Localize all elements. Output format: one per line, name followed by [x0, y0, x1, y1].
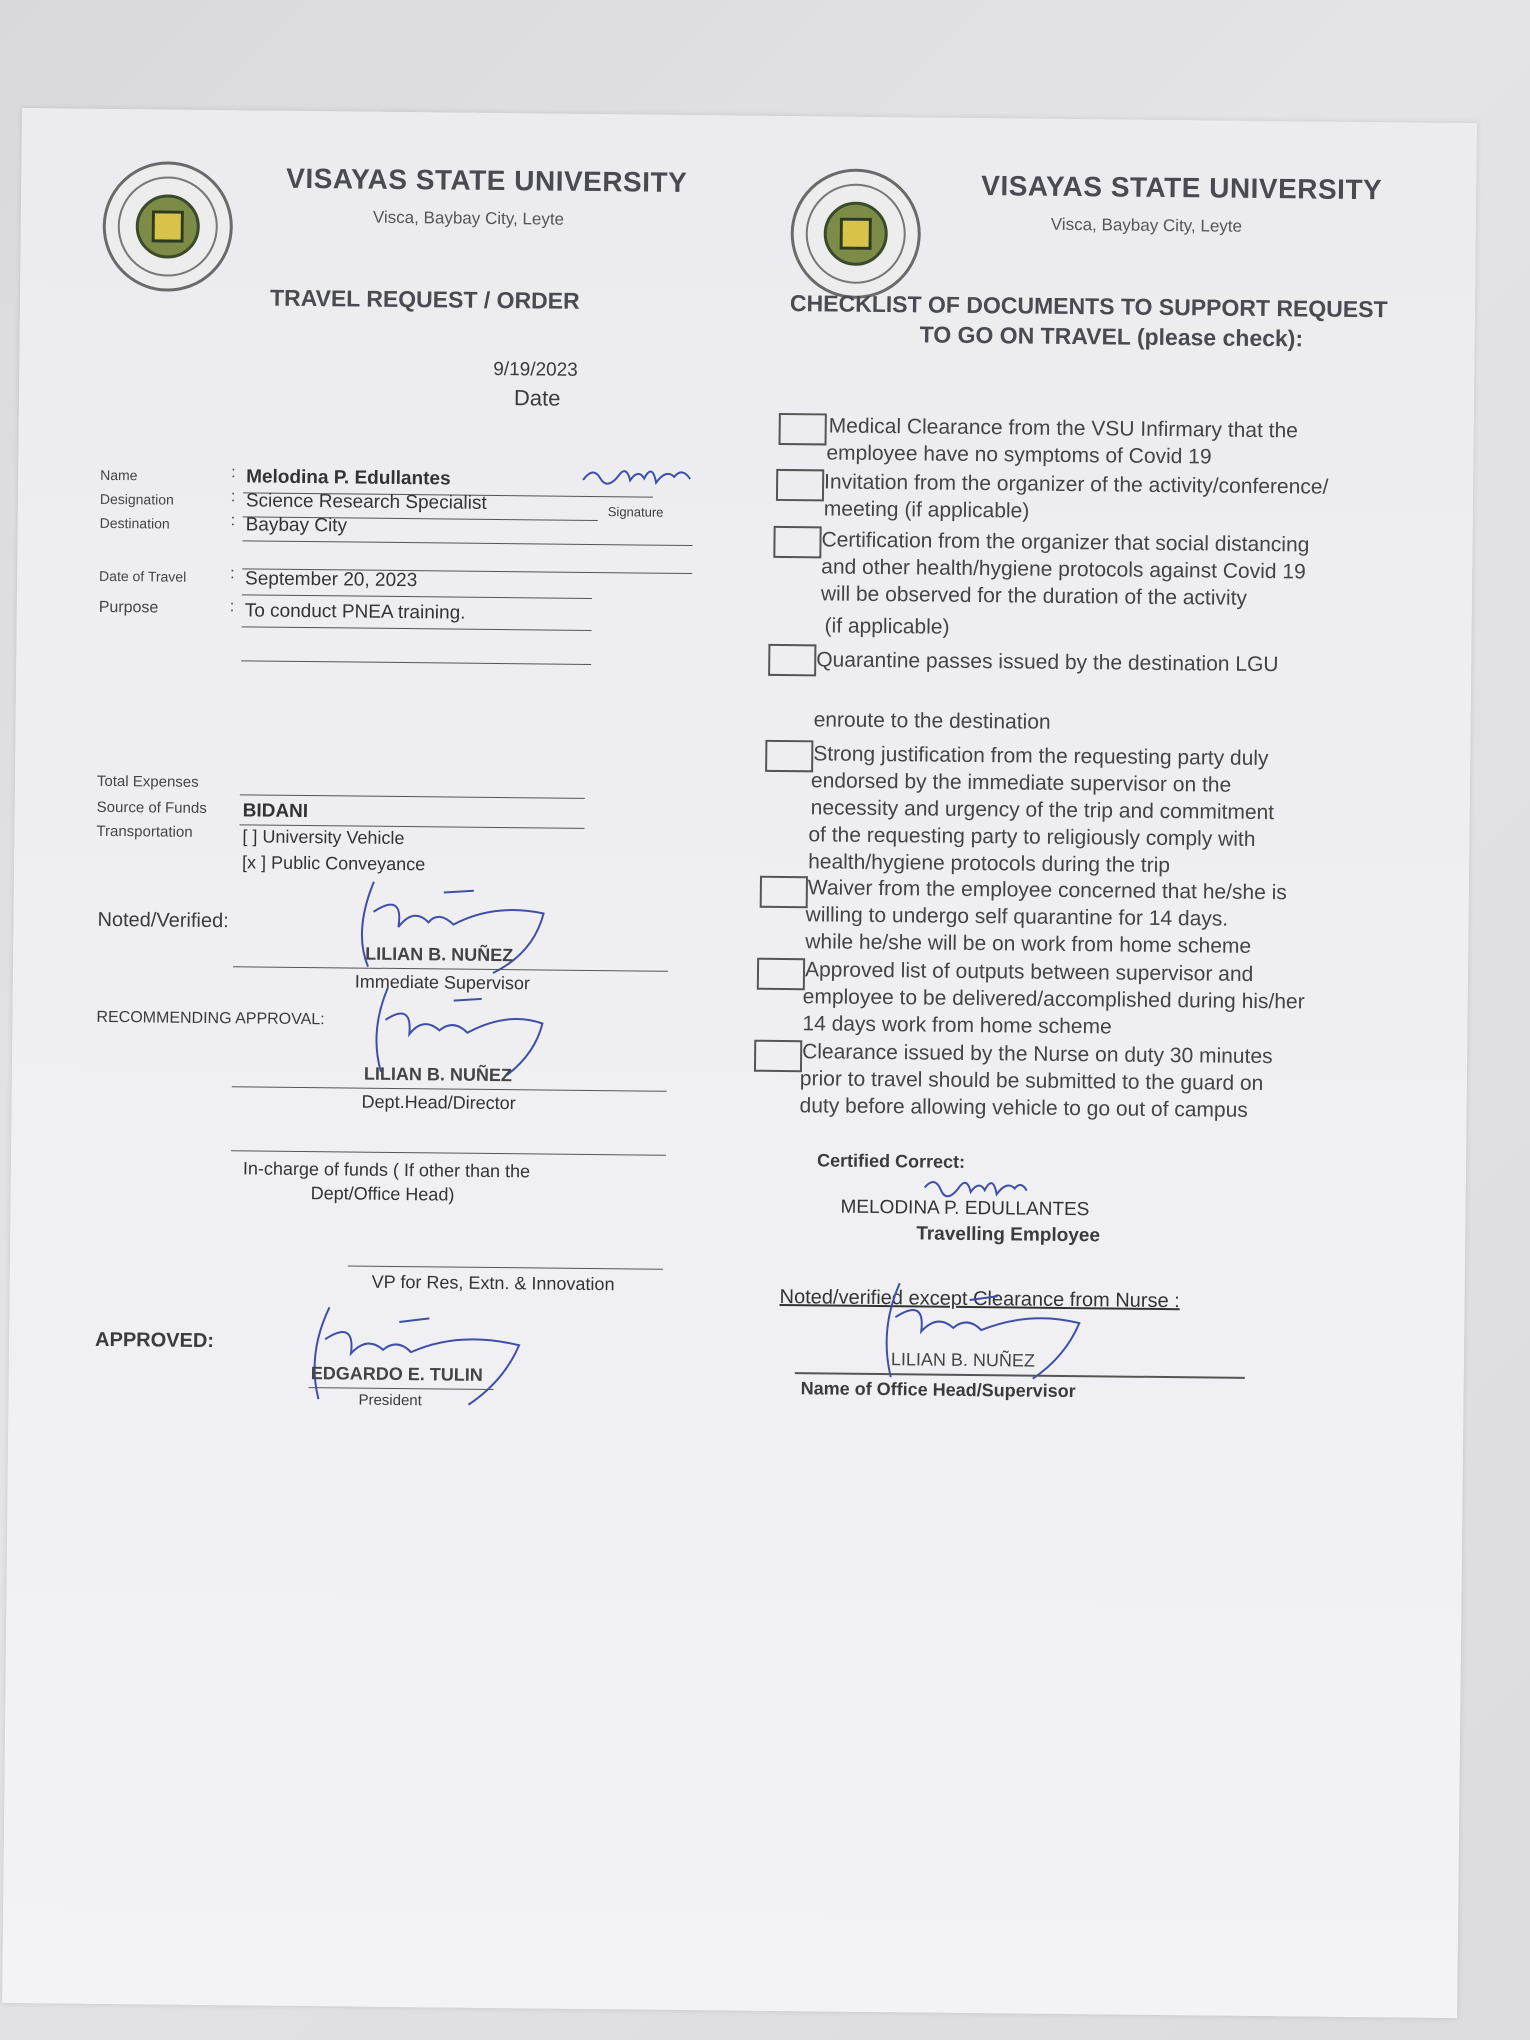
noted-signatory-role: Immediate Supervisor — [354, 971, 531, 994]
funds-incharge-role-line1: In-charge of funds ( If other than the — [242, 1158, 531, 1182]
name-value: Melodina P. Edullantes — [246, 466, 451, 490]
total-expenses-label: Total Expenses — [96, 772, 199, 791]
colon: : — [230, 488, 236, 506]
funds-incharge-role-line2: Dept/Office Head) — [310, 1183, 455, 1205]
checklist-checkbox-nurse-clearance[interactable] — [754, 1040, 802, 1073]
checklist-title-line2: TO GO ON TRAVEL (please check): — [919, 321, 1304, 352]
checklist-item-justification-line4: of the requesting party to religiously comply with — [808, 823, 1256, 851]
checklist-checkbox-strong-justification[interactable] — [765, 740, 813, 773]
checklist-item-waiver-line2: willing to undergo self quarantine for 14 days. — [805, 903, 1229, 931]
date-of-travel-label: Date of Travel — [99, 567, 187, 585]
date-of-travel-value: September 20, 2023 — [244, 568, 418, 592]
checklist-item-invitation-line1: Invitation from the organizer of the activity/conference/ — [824, 470, 1329, 499]
checklist-checkbox-invitation[interactable] — [776, 469, 824, 502]
noted-verified-label: Noted/Verified: — [97, 908, 229, 933]
checklist-item-certification-line1: Certification from the organizer that social distancing — [821, 528, 1310, 557]
source-of-funds-value: BIDANI — [242, 800, 309, 823]
university-seal-left — [102, 161, 233, 292]
request-date: 9/19/2023 — [493, 358, 578, 381]
checklist-item-quarantine-line2: enroute to the destination — [813, 708, 1051, 734]
purpose-label: Purpose — [98, 598, 159, 617]
colon: : — [229, 598, 235, 616]
transport-option-university-vehicle[interactable]: [ ] University Vehicle — [242, 826, 405, 849]
checklist-item-nurse-line2: prior to travel should be submitted to the guard on — [799, 1067, 1264, 1096]
checklist-item-justification-line3: necessity and urgency of the trip and commitment — [810, 796, 1275, 825]
checklist-item-nurse-line3: duty before allowing vehicle to go out of campus — [799, 1094, 1248, 1122]
checklist-item-certification-line4: (if applicable) — [824, 614, 950, 639]
office-head-name: LILIAN B. NUÑEZ — [890, 1349, 1036, 1371]
checklist-item-nurse-line1: Clearance issued by the Nurse on duty 30 minutes — [802, 1040, 1273, 1069]
colon: : — [230, 565, 235, 583]
checklist-checkbox-approved-outputs[interactable] — [757, 958, 805, 991]
president-role: President — [358, 1391, 422, 1410]
approved-label: APPROVED: — [94, 1328, 215, 1353]
designation-label: Designation — [99, 490, 174, 508]
university-address-right: Visca, Baybay City, Leyte — [1050, 214, 1243, 236]
president-name: EDGARDO E. TULIN — [310, 1363, 483, 1385]
university-seal-right — [790, 168, 921, 299]
university-name-left: VISAYAS STATE UNIVERSITY — [286, 162, 688, 198]
noted-except-nurse-label: Noted/verified except Clearance from Nurse : — [779, 1285, 1180, 1313]
recommending-signatory-role: Dept.Head/Director — [361, 1091, 516, 1114]
name-label: Name — [100, 466, 138, 484]
travelling-employee-role: Travelling Employee — [916, 1223, 1101, 1247]
university-name-right: VISAYAS STATE UNIVERSITY — [981, 170, 1383, 206]
checklist-checkbox-medical-clearance[interactable] — [779, 413, 827, 446]
source-of-funds-label: Source of Funds — [96, 798, 207, 817]
noted-signatory-name: LILIAN B. NUÑEZ — [365, 943, 514, 966]
signature-label: Signature — [607, 504, 664, 520]
employee-signature-mark — [578, 458, 698, 499]
travelling-employee-name: MELODINA P. EDULLANTES — [840, 1196, 1090, 1221]
checklist-item-invitation-line2: meeting (if applicable) — [823, 497, 1030, 523]
travel-request-form — [2, 108, 1477, 2018]
checklist-item-medical-line2: employee have no symptoms of Covid 19 — [826, 441, 1212, 469]
checklist-item-justification-line1: Strong justification from the requesting party duly — [813, 742, 1269, 771]
colon: : — [230, 512, 236, 530]
recommending-signatory-name: LILIAN B. NUÑEZ — [363, 1063, 513, 1086]
checklist-item-certification-line2: and other health/hygiene protocols against Covid 19 — [821, 555, 1306, 584]
checklist-checkbox-certification[interactable] — [773, 526, 821, 559]
checklist-item-waiver-line3: while he/she will be on work from home scheme — [805, 930, 1252, 958]
transport-option-public-conveyance[interactable]: [x ] Public Conveyance — [242, 852, 426, 875]
checklist-checkbox-quarantine-passes[interactable] — [768, 644, 816, 677]
checklist-item-outputs-line1: Approved list of outputs between supervisor and — [804, 958, 1254, 986]
university-address-left: Visca, Baybay City, Leyte — [372, 207, 565, 229]
transportation-label: Transportation — [96, 822, 193, 841]
recommending-approval-label: RECOMMENDING APPROVAL: — [96, 1008, 325, 1029]
vp-role: VP for Res, Extn. & Innovation — [371, 1271, 615, 1295]
checklist-title-line1: CHECKLIST OF DOCUMENTS TO SUPPORT REQUEST — [789, 290, 1388, 323]
colon: : — [231, 464, 236, 482]
checklist-checkbox-waiver[interactable] — [760, 876, 808, 909]
destination-value: Baybay City — [245, 514, 348, 537]
checklist-item-justification-line2: endorsed by the immediate supervisor on the — [810, 769, 1232, 797]
checklist-item-outputs-line2: employee to be delivered/accomplished during his/her — [802, 985, 1305, 1014]
destination-label: Destination — [99, 514, 170, 532]
certified-correct-label: Certified Correct: — [816, 1150, 966, 1172]
checklist-item-outputs-line3: 14 days work from home scheme — [802, 1012, 1112, 1039]
office-head-role: Name of Office Head/Supervisor — [800, 1378, 1076, 1402]
checklist-item-waiver-line1: Waiver from the employee concerned that he/she is — [807, 876, 1287, 905]
checklist-item-quarantine-line1: Quarantine passes issued by the destination LGU — [816, 648, 1279, 677]
designation-value: Science Research Specialist — [245, 490, 487, 514]
checklist-item-justification-line5: health/hygiene protocols during the trip — [808, 850, 1171, 878]
purpose-value: To conduct PNEA training. — [244, 600, 466, 624]
form-title: TRAVEL REQUEST / ORDER — [269, 284, 580, 314]
request-date-label: Date — [513, 385, 561, 411]
checklist-item-medical-line1: Medical Clearance from the VSU Infirmary that the — [828, 414, 1299, 443]
checklist-item-certification-line3: will be observed for the duration of the activity — [820, 582, 1248, 610]
